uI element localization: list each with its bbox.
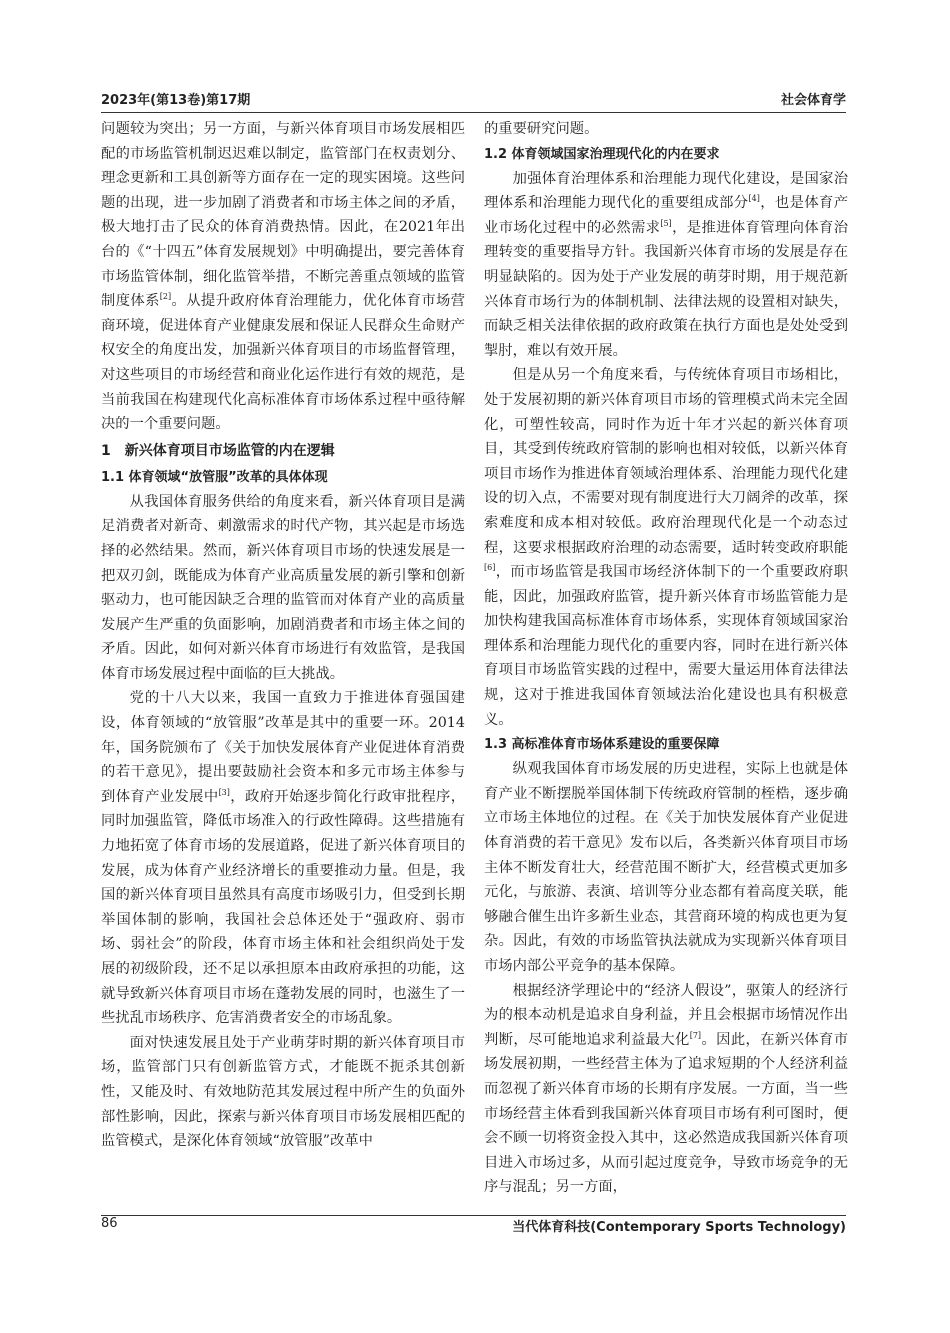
paragraph: 从我国体育服务供给的角度来看，新兴体育项目是满足消费者对新奇、刺激需求的时代产物，其兴起是市场选择的必然结果。然而，新兴体育项目市场的快速发展是一把双刃剑，既能成为体育产业高质量发展的新引擎和创新驱动力，也可能因缺乏合理的监管而对体育产业的高质量发展产生严重的负面影响，加剧消费者和市场主体之间的矛盾。因此，如何对新兴体育市场进行有效监管，是我国体育市场发展过程中面临的巨大挑战。 [101, 493, 465, 682]
right-column [484, 117, 848, 1200]
subsection-heading: 1.2 体育领域国家治理现代化的内在要求 [484, 146, 720, 162]
citation: [7] [689, 1030, 702, 1040]
paragraph: 的重要研究问题。 [484, 121, 599, 137]
paragraph: 根据经济学理论中的“经济人假设”，驱策人的经济行为的根本动机是追求自身利益，并且会根据市场情况作出判断，尽可能地追求利益最大化[7]。因此，在新兴体育市场发展初期，一些经营主体为了追求短期的个人经济利益而忽视了新兴体育市场的长期有序发展。一方面，当一些市场经营主体看到我国新兴体育项目市场有利可图时，便会不顾一切将资金投入其中，这必然造成我国新兴体育项目进入市场过多，从而引起过度竞争，导致市场竞争的无序与混乱；另一方面， [484, 982, 849, 1196]
citation: [4] [748, 194, 760, 204]
page-number: 86 [101, 1216, 118, 1231]
issue-label: 2023年(第13卷)第17期 [101, 93, 251, 108]
section-label: 社会体育学 [780, 93, 846, 108]
subsection-heading: 1.1 体育领域“放管服”改革的具体体现 [101, 469, 328, 485]
paragraph: 加强体育治理体系和治理能力现代化建设，是国家治理体系和治理能力现代化的重要组成部分[4]，也是体育产业市场化过程中的必然需求[5]，是推进体育管理向体育治理转变的重要指导方针。我国新兴体育市场的发展是存在明显缺陷的。因为处于产业发展的萌芽时期，用于规范新兴体育市场行为的体制机制、法律法规的设置相对缺失，而缺乏相关法律依据的政府政策在执行方面也是处处受到掣肘，难以有效开展。 [484, 170, 849, 359]
citation: [3] [218, 787, 230, 797]
subsection-heading: 1.3 高标准体育市场体系建设的重要保障 [484, 737, 720, 753]
header-rule [101, 112, 846, 113]
section-heading: 1 新兴体育项目市场监管的内在逻辑 [101, 442, 335, 459]
citation: [5] [660, 218, 672, 228]
page-footer [101, 1216, 846, 1236]
paragraph: 党的十八大以来，我国一直致力于推进体育强国建设，体育领域的“放管服”改革是其中的重要一环。2014年，国务院颁布了《关于加快发展体育产业促进体育消费的若干意见》，提出要鼓励社会资本和多元市场主体参与到体育产业发展中[3]，政府开始逐步简化行政审批程序，同时加强监管，降低市场准入的行政性障碍。这些措施有力地拓宽了体育市场的发展道路，促进了新兴体育项目的发展，成为体育产业经济增长的重要推动力量。但是，我国的新兴体育项目虽然具有高度市场吸引力，但受到长期举国体制的影响，我国社会总体还处于“强政府、弱市场、弱社会”的阶段，体育市场主体和社会组织尚处于发展的初级阶段，还不足以承担原本由政府承担的功能，这就导致新兴体育项目市场在蓬勃发展的同时，也滋生了一些扰乱市场秩序、危害消费者安全的市场乱象。 [101, 690, 466, 1027]
page-header [101, 89, 846, 109]
paragraph: 但是从另一个角度来看，与传统体育项目市场相比，处于发展初期的新兴体育项目市场的管理模式尚未完全固化，可塑性较高，同时作为近十年才兴起的新兴体育项目，其受到传统政府管制的影响也相对较低，以新兴体育项目市场作为推进体育领域治理体系、治理能力现代化建设的切入点，不需要对现有制度进行大刀阔斧的改革，探索难度和成本相对较低。政府治理现代化是一个动态过程，这要求根据政府治理的动态需要，适时转变政府职能[6]，而市场监管是我国市场经济体制下的一个重要政府职能，因此，加强政府监管，提升新兴体育市场监管能力是加快构建我国高标准体育市场体系，实现体育领域国家治理体系和治理能力现代化的重要内容，同时在进行新兴体育项目市场监管实践的过程中，需要大量运用体育法律法规，这对于推进我国体育领域法治化建设也具有积极意义。 [484, 367, 848, 728]
citation: [2] [159, 292, 172, 302]
paragraph: 面对快速发展且处于产业萌芽时期的新兴体育项目市场，监管部门只有创新监管方式，才能既不扼杀其创新性，又能及时、有效地防范其发展过程中所产生的负面外部性影响，因此，探索与新兴体育项目市场发展相匹配的监管模式，是深化体育领域“放管服”改革中 [101, 1034, 465, 1150]
paragraph: 纵观我国体育市场发展的历史进程，实际上也就是体育产业不断摆脱举国体制下传统政府管制的桎梏，逐步确立市场主体地位的过程。在《关于加快发展体育产业促进体育消费的若干意见》发布以后，各类新兴体育项目市场主体不断发育壮大，经营范围不断扩大，经营模式更加多元化，与旅游、表演、培训等分业态都有着高度关联，能够融合催生出许多新生业态，其营商环境的构成也更为复杂。因此，有效的市场监管执法就成为实现新兴体育项目市场内部公平竞争的基本保障。 [484, 761, 848, 974]
citation: [6] [484, 563, 496, 573]
journal-name: 当代体育科技(Contemporary Sports Technology) [512, 1220, 846, 1235]
left-column [101, 117, 465, 1154]
paragraph: 问题较为突出；另一方面，与新兴体育项目市场发展相匹配的市场监管机制迟迟难以制定，监管部门在权责划分、理念更新和工具创新等方面存在一定的现实困境。这些问题的出现，进一步加剧了消费者和市场主体之间的矛盾，极大地打击了民众的体育消费热情。因此，在2021年出台的《“十四五”体育发展规划》中明确提出，要完善体育市场监管体制，细化监管举措，不断完善重点领域的监管制度体系[2]。从提升政府体育治理能力，优化体育市场营商环境，促进体育产业健康发展和保证人民群众生命财产权安全的角度出发，加强新兴体育项目的市场监督管理，对这些项目的市场经营和商业化运作进行有效的规范，是当前我国在构建现代化高标准体育市场体系过程中亟待解决的一个重要问题。 [101, 121, 466, 433]
